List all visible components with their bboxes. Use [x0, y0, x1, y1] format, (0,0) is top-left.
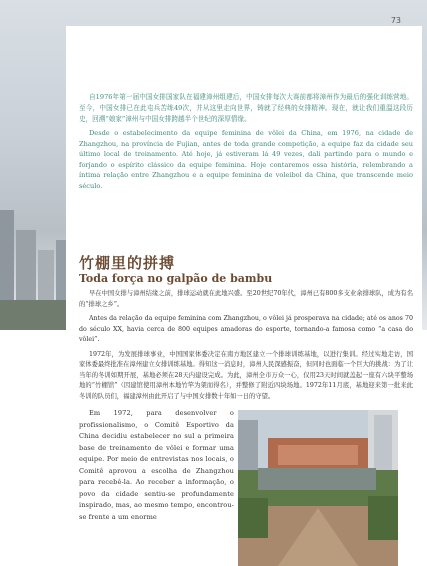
body-paragraph-pt-1: Antes da relação da equipe feminina com Zhangzhou, o vôlei já prosperava na cidade; até os anos 70 do século XX, havia cerca de 800 equipes amadoras do esporte, tornando-a famosa como “a casa do vôlei”. [79, 315, 413, 343]
body-text-column [79, 408, 234, 523]
section-title-zh: 竹棚里的拼搏 [79, 254, 176, 272]
intro-pt: Desde o estabelecimento da equipe feminina de vôlei da China, em 1976, na cidade de Zhangzhou, na província de Fujian, antes de toda grande competição, a equipe faz da cidade seu último local de treinamento. Até hoje, já estiveram lá 49 vezes, dali partindo para o mundo e forjando o espírito clássico da equipe feminina. Hoje contaremos essa história, relembrando a íntima relação entre Zhangzhou e a equipe feminina de voleibol da China, que transcende meio século. [79, 129, 413, 190]
body-paragraph-pt-2: Em 1972, para desenvolver o profissionalismo, o Comitê Esportivo da China decidiu estabelecer no sul a primeira base de treinamento de vôlei e formar uma equipe. Por meio de entrevistas nos locais, o Comitê aprovou a escolha de Zhangzhou para recebê-la. Ao receber a informação, o povo da cidade sentiu-se profundamente inspirado, mas, ao mesmo tempo, encontrou-se frente a um enorme [79, 409, 234, 521]
intro-zh: 自1976年第一届中国女排国家队在福建漳州组建后，中国女排每次大赛前都将漳州作为最后的强化训练营地。至今，中国女排已在此屯兵苦练49次，并从这里走向世界，铸就了经典的女排精神。现在，就让我们重温这段历史，回溯“娘家”漳州与中国女排跨越半个世纪的深厚情缘。 [79, 93, 413, 123]
training-base-photo [238, 410, 398, 566]
section-title-pt: Toda força no galpão de bambu [79, 272, 273, 285]
body-text [79, 289, 413, 406]
page-number: 73 [390, 16, 401, 25]
body-paragraph-zh-2: 1972年，为发展排球事业，中国国家体委决定在南方地区建立一个排球训练基地，以进行集训。经过实地走访，国家体委最终批准在漳州建立女排训练基地。得知这一消息时，漳州人民深感振奋，但同时也面临一个巨大的挑战：为了让当年的冬训如期开展，基地必须在28天内建设完成。为此，漳州全市万众一心，仅用23天时间就盖起一座有六块平整场地的“竹棚馆”（因建馆使用漳州本地竹竿为架而得名），并整修了附近四块场地。1972年11月底，基地迎来第一批来此冬训的队员们，福建漳州由此开启了与中国女排数十年如一日的守望。 [79, 350, 413, 400]
body-paragraph-zh-1: 早在中国女排与漳州结缘之前，排球运动就在此地兴盛。至20世纪70年代，漳州已有800多支业余排球队，成为有名的“排球之乡”。 [79, 290, 413, 308]
intro-section [79, 92, 413, 194]
